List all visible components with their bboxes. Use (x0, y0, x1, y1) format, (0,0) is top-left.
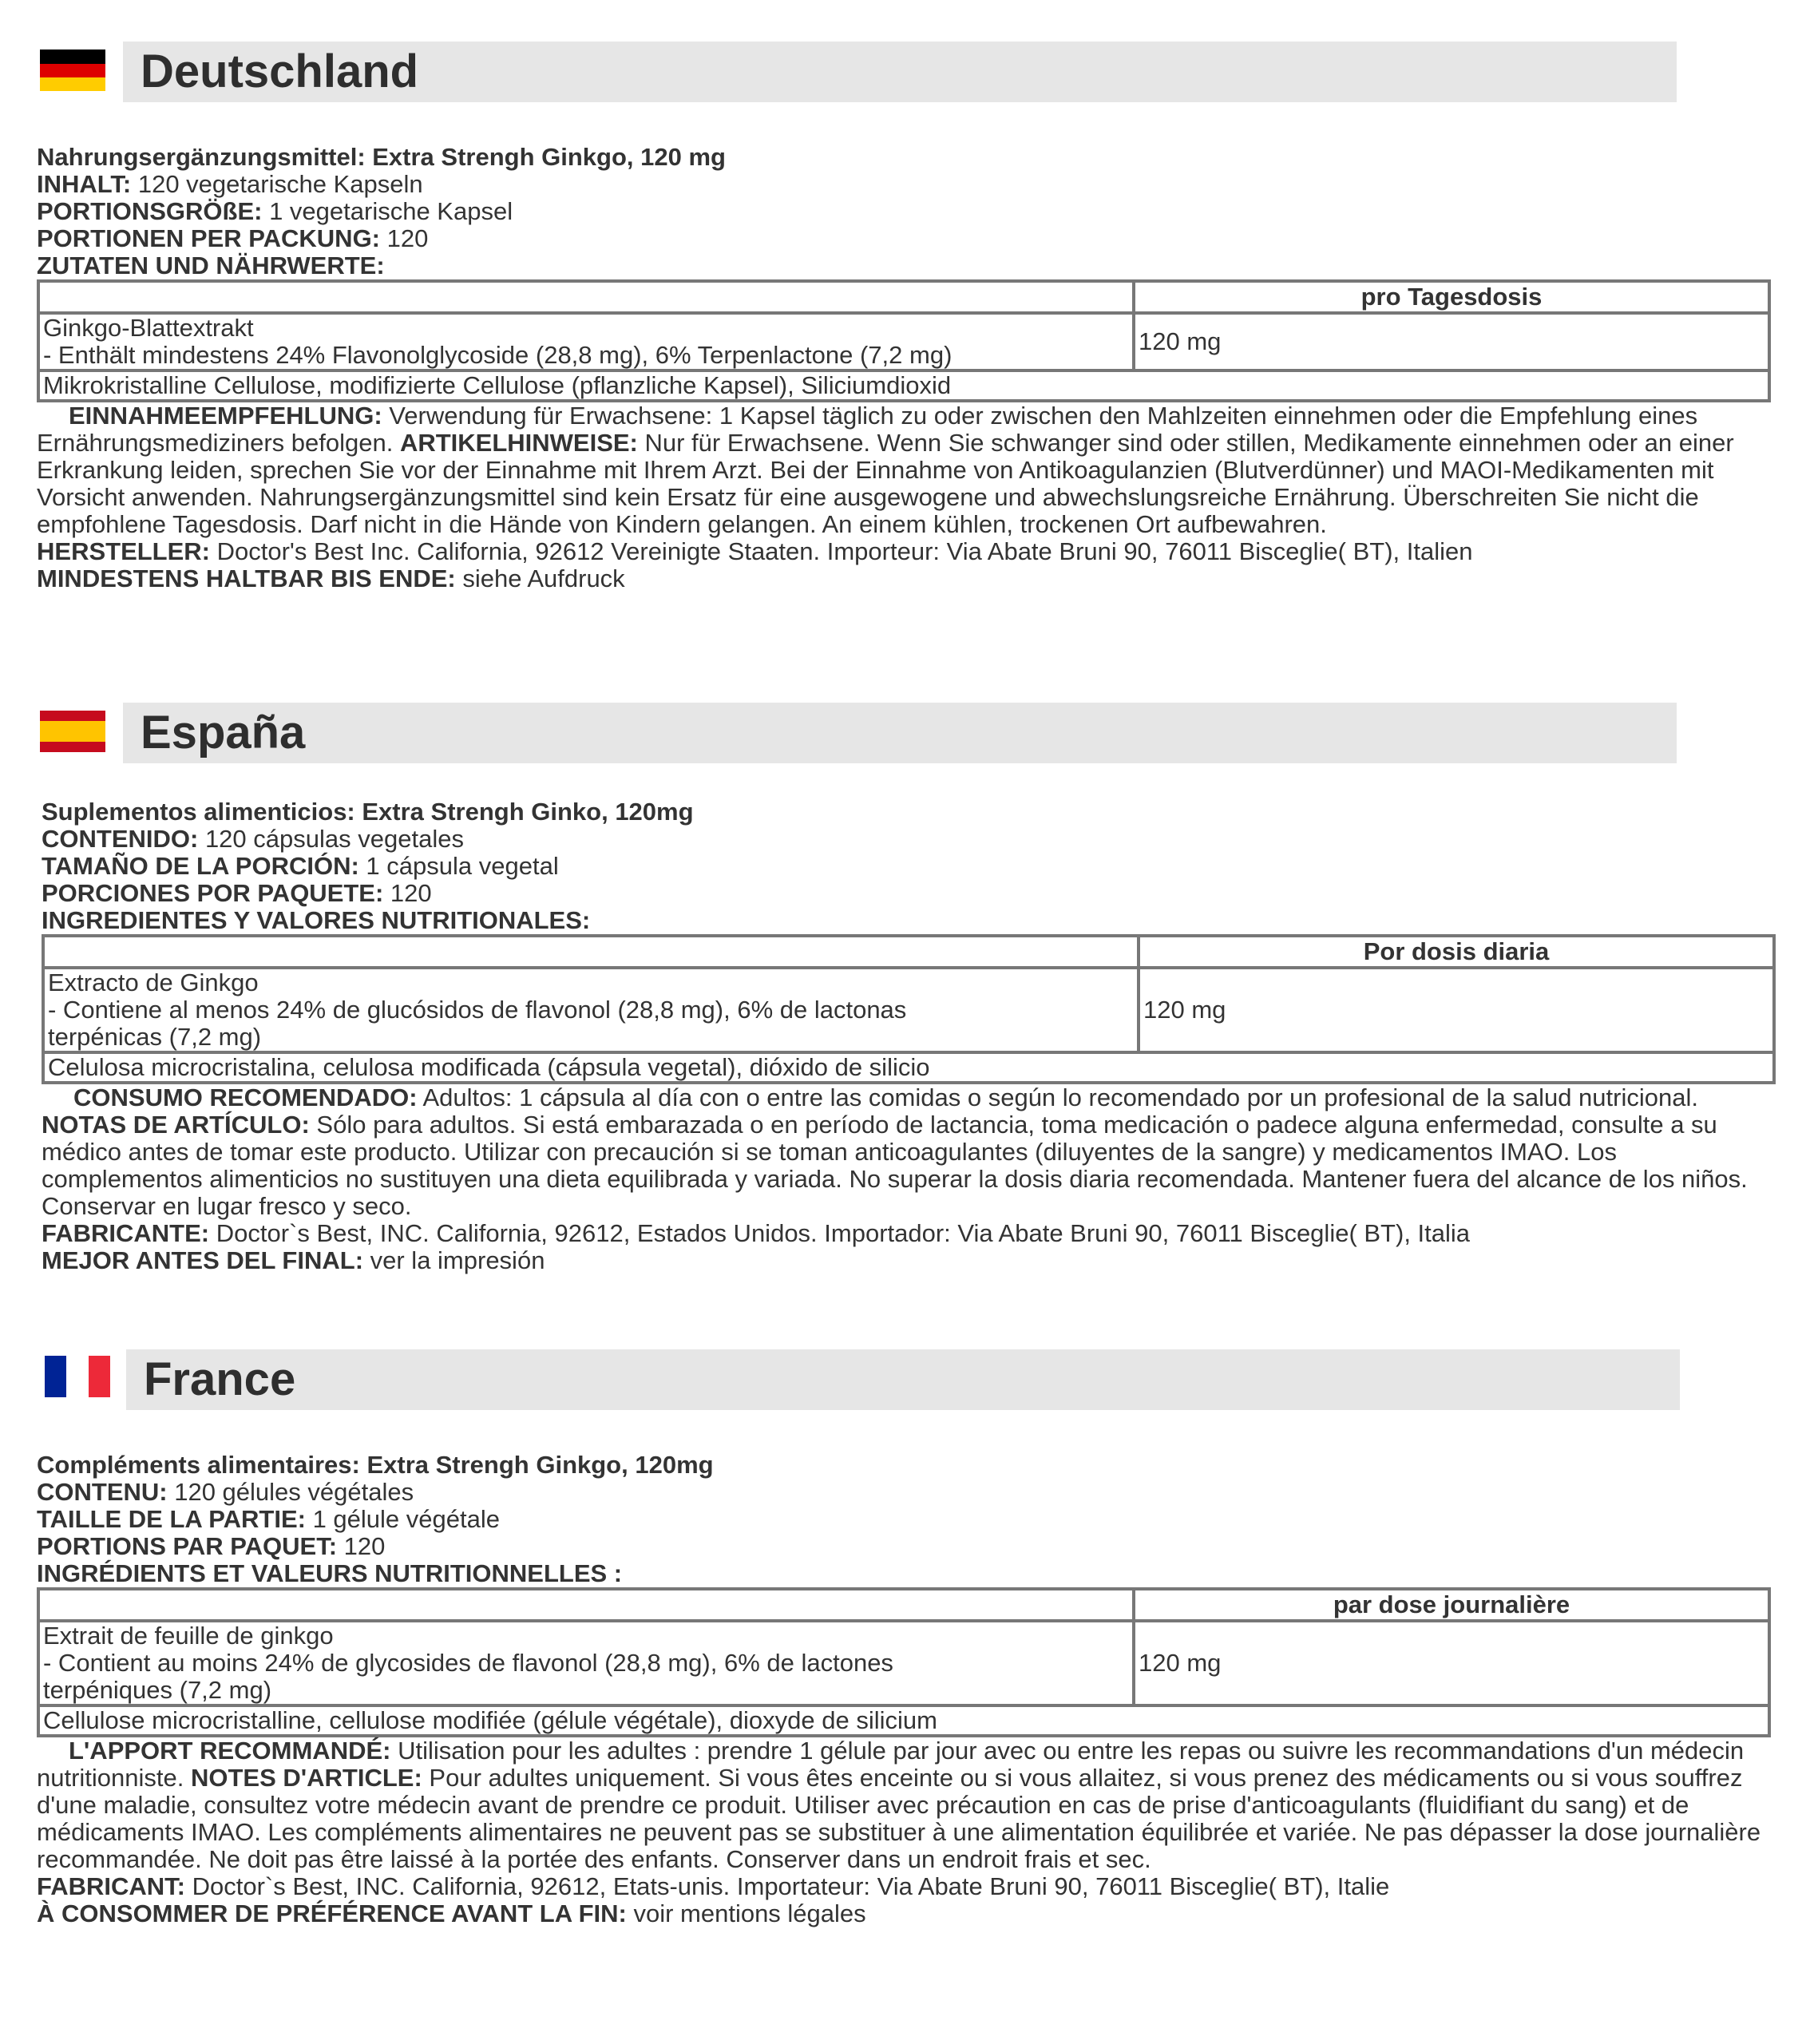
servings-label: PORTIONEN PER PACKUNG: (37, 224, 381, 252)
section-espana (0, 703, 1806, 1274)
ingredient-name: Extracto de Ginkgo (48, 969, 259, 996)
contents-line (37, 171, 1769, 198)
section-header (0, 1349, 1806, 1412)
servings-line (37, 225, 1769, 252)
servings-value: 120 (337, 1532, 386, 1560)
ingredient-detail: - Contiene al menos 24% de glucósidos de flavonol (28,8 mg), 6% de lactonas (48, 996, 907, 1024)
servings-label: PORCIONES POR PAQUETE: (42, 879, 384, 907)
ingredient-cell (38, 313, 1134, 370)
section-france (0, 1349, 1806, 1927)
maker-line (37, 1873, 1769, 1900)
table-header-dose: par dose journalière (1134, 1589, 1769, 1621)
nutrition-table (42, 934, 1776, 1084)
contents-value: 120 gélules végétales (167, 1478, 414, 1506)
notes-label: NOTES D'ARTICLE: (191, 1764, 422, 1792)
usage-paragraph (37, 1737, 1769, 1873)
country-title-bar (123, 42, 1677, 102)
contents-label: INHALT: (37, 170, 132, 198)
serving-line (42, 853, 1774, 880)
contents-value: 120 vegetarische Kapseln (131, 170, 423, 198)
serving-label: TAMAÑO DE LA PORCIÓN: (42, 852, 359, 880)
maker-text: Doctor`s Best, INC. California, 92612, Estados Unidos. Importador: Via Abate Bruni 90, 76011 Bisceglie( BT), Italia (209, 1219, 1471, 1247)
other-ingredients: Cellulose microcristalline, cellulose modifiée (gélule végétale), dioxyde de silicium (38, 1705, 1769, 1736)
servings-value: 120 (380, 224, 429, 252)
usage-label: EINNAHMEEMPFEHLUNG: (69, 402, 382, 430)
table-header-dose: Por dosis diaria (1139, 936, 1774, 968)
serving-label: PORTIONSGRÖßE: (37, 197, 263, 225)
product-title: Suplementos alimenticios: Extra Strengh Ginko, 120mg (42, 798, 694, 826)
ingredient-value: 120 mg (1134, 1621, 1769, 1705)
product-title: Compléments alimentaires: Extra Strengh Ginkgo, 120mg (37, 1451, 714, 1479)
notes-text: Nur für Erwachsene. Wenn Sie schwanger sind oder stillen, Medikamente einnehmen oder an einer Erkrankung leiden, sprechen Sie vor der Einnahme mit Ihrem Arzt. Bei der Einnahme von Antikoagulanzien (Blutverdünner) und MAOI-Medikamenten mit Vorsicht anwenden. Nahrungsergänzungsmittel sind kein Ersatz für eine ausgewogene und abwechslungsreiche Ernährung. Überschreiten Sie nicht die empfohlene Tagesdosis. Darf nicht in die Hände von Kindern gelangen. An einem kühlen, trockenen Ort aufbewahren. (37, 429, 1734, 538)
contents-label: CONTENU: (37, 1478, 168, 1506)
ingredients-label: INGREDIENTES Y VALORES NUTRITIONALES: (42, 906, 591, 934)
german-flag-icon (40, 50, 105, 91)
servings-value: 120 (383, 879, 432, 907)
servings-line (37, 1533, 1769, 1560)
country-title: Deutschland (141, 46, 419, 97)
contents-line (37, 1479, 1769, 1506)
best-before-label: MINDESTENS HALTBAR BIS ENDE: (37, 564, 456, 592)
contents-label: CONTENIDO: (42, 825, 199, 853)
serving-value: 1 vegetarische Kapsel (262, 197, 513, 225)
notes-label: ARTIKELHINWEISE: (399, 429, 638, 457)
notes-text: Sólo para adultos. Si está embarazada o en período de lactancia, toma medicación o padece alguna enfermedad, consulte a su médico antes de tomar este producto. Utilizar con precaución si se toman anticoagulantes (diluyentes de la sangre) y medicamentos IMAO. Los complementos alimenticios no sustituyen una dieta equilibrada y variada. No superar la dosis diaria recomendada. Mantener fuera del alcance de los niños. Conservar en lugar fresco y seco. (42, 1111, 1748, 1220)
ingredients-label: INGRÉDIENTS ET VALEURS NUTRITIONNELLES : (37, 1559, 623, 1587)
best-before-label: À CONSOMMER DE PRÉFÉRENCE AVANT LA FIN: (37, 1899, 627, 1927)
best-before-line (42, 1247, 1774, 1274)
notes-label: NOTAS DE ARTÍCULO: (42, 1111, 310, 1139)
best-before-text: ver la impresión (363, 1246, 545, 1274)
best-before-text: voir mentions légales (626, 1899, 866, 1927)
maker-label: FABRICANT: (37, 1872, 185, 1900)
ingredient-value: 120 mg (1134, 313, 1769, 370)
ingredient-detail: - Enthält mindestens 24% Flavonolglycoside (28,8 mg), 6% Terpenlactone (7,2 mg) (43, 341, 953, 369)
usage-text: Utilisation pour les adultes : prendre 1 gélule par jour avec ou entre les repas ou suivre les recommandations d'un médecin nutritionniste. (37, 1737, 1745, 1792)
contents-value: 120 cápsulas vegetales (198, 825, 464, 853)
maker-text: Doctor's Best Inc. California, 92612 Vereinigte Staaten. Importeur: Via Abate Bruni 90, 76011 Bisceglie( BT), Italien (210, 537, 1473, 565)
nutrition-table (37, 1587, 1771, 1737)
maker-label: FABRICANTE: (42, 1219, 210, 1247)
usage-label: L'APPORT RECOMMANDÉ: (69, 1737, 391, 1765)
nutrition-table (37, 279, 1771, 402)
other-ingredients: Celulosa microcristalina, celulosa modificada (cápsula vegetal), dióxido de silicio (43, 1052, 1774, 1083)
best-before-line (37, 1900, 1769, 1927)
product-title: Nahrungsergänzungsmittel: Extra Strengh Ginkgo, 120 mg (37, 143, 726, 171)
usage-paragraph (42, 1084, 1774, 1220)
best-before-text: siehe Aufdruck (455, 564, 625, 592)
section-header (0, 42, 1806, 104)
ingredient-name: Extrait de feuille de ginkgo (43, 1622, 334, 1650)
ingredients-label: ZUTATEN UND NÄHRWERTE: (37, 252, 385, 279)
best-before-line (37, 565, 1769, 592)
serving-value: 1 gélule végétale (305, 1505, 500, 1533)
serving-value: 1 cápsula vegetal (358, 852, 559, 880)
serving-line (37, 198, 1769, 225)
usage-text: Verwendung für Erwachsene: 1 Kapsel täglich zu oder zwischen den Mahlzeiten einnehmen oder die Empfehlung eines Ernährungsmediziners befolgen. (37, 402, 1698, 457)
ingredient-cell (43, 968, 1139, 1052)
contents-line (42, 826, 1774, 853)
usage-paragraph (37, 402, 1769, 538)
country-title-bar (126, 1349, 1680, 1410)
table-header-empty (43, 936, 1139, 968)
country-title-bar (123, 703, 1677, 763)
maker-text: Doctor`s Best, INC. California, 92612, Etats-unis. Importateur: Via Abate Bruni 90, 76011 Bisceglie( BT), Italie (185, 1872, 1390, 1900)
usage-label: CONSUMO RECOMENDADO: (73, 1083, 418, 1111)
section-deutschland (0, 42, 1806, 592)
ingredient-detail: - Contient au moins 24% de glycosides de flavonol (28,8 mg), 6% de lactones (43, 1649, 893, 1677)
label-text (37, 1452, 1769, 1927)
label-text (42, 798, 1774, 1274)
serving-line (37, 1506, 1769, 1533)
label-text (37, 144, 1769, 592)
ingredient-name: Ginkgo-Blattextrakt (43, 314, 254, 342)
country-title: España (141, 707, 306, 759)
best-before-label: MEJOR ANTES DEL FINAL: (42, 1246, 364, 1274)
table-header-empty (38, 1589, 1134, 1621)
ingredient-value: 120 mg (1139, 968, 1774, 1052)
table-header-dose: pro Tagesdosis (1134, 281, 1769, 313)
table-header-empty (38, 281, 1134, 313)
ingredient-cell (38, 1621, 1134, 1705)
other-ingredients: Mikrokristalline Cellulose, modifizierte Cellulose (pflanzliche Kapsel), Siliciumdioxid (38, 370, 1769, 401)
maker-line (42, 1220, 1774, 1247)
ingredient-detail-cont: terpénicas (7,2 mg) (48, 1023, 262, 1051)
servings-label: PORTIONS PAR PAQUET: (37, 1532, 338, 1560)
ingredient-detail-cont: terpéniques (7,2 mg) (43, 1676, 272, 1704)
country-title: France (144, 1353, 296, 1405)
maker-line (37, 538, 1769, 565)
usage-text: Adultos: 1 cápsula al día con o entre las comidas o según lo recomendado por un profesional de la salud nutricional. (417, 1083, 1698, 1111)
french-flag-icon (45, 1356, 110, 1397)
servings-line (42, 880, 1774, 907)
serving-label: TAILLE DE LA PARTIE: (37, 1505, 306, 1533)
section-header (0, 703, 1806, 765)
maker-label: HERSTELLER: (37, 537, 210, 565)
notes-text: Pour adultes uniquement. Si vous êtes enceinte ou si vous allaitez, si vous prenez des médicaments ou si vous souffrez d'une maladie, consultez votre médecin avant de prendre ce produit. Utiliser avec précaution en cas de prise d'anticoagulants (fluidifiant du sang) et de médicaments IMAO. Les compléments alimentaires ne peuvent pas se substituer à une alimentation équilibrée et variée. Ne pas dépasser la dose journalière recommandée. Ne doit pas être laissé à la portée des enfants. Conserver dans un endroit frais et sec. (37, 1764, 1761, 1873)
spanish-flag-icon (40, 711, 105, 752)
